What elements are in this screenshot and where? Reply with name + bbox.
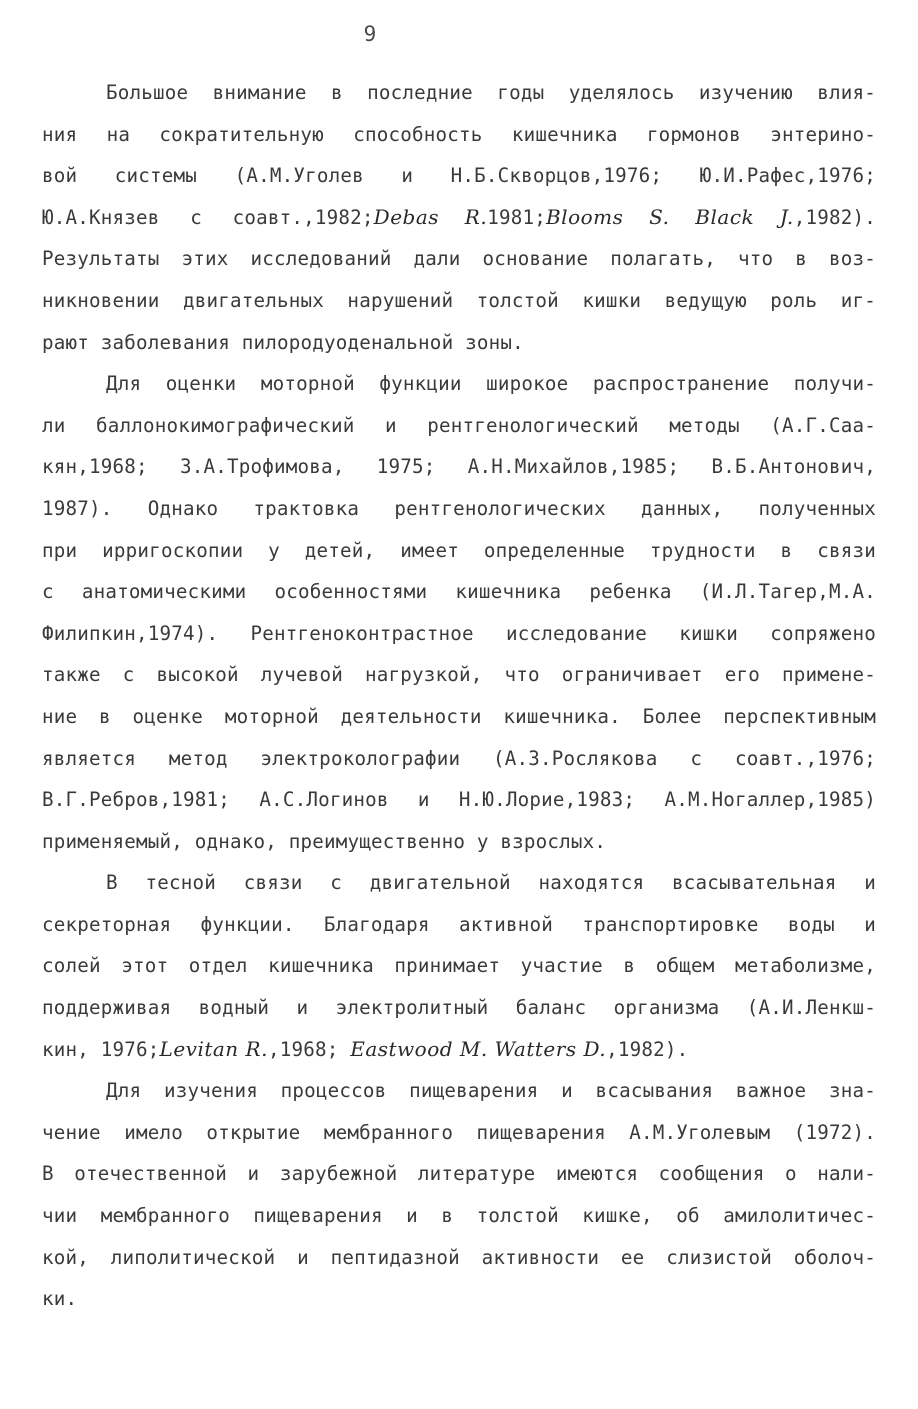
text-line: Результаты этих исследований дали основание полагать, что в воз- — [42, 247, 876, 271]
text-line: В отечественной и зарубежной литературе имеются сообщения о нали- — [42, 1162, 876, 1186]
text-line: при ирригоскопии у детей, имеет определенные трудности в связи — [42, 538, 876, 562]
text-line: применяемый, однако, преимущественно у взрослых. — [42, 829, 607, 853]
text-line: ки. — [42, 1287, 78, 1311]
text-line: с анатомическими особенностями кишечника ребенка (И.Л.Тагер,М.А. — [42, 580, 876, 604]
text-line: Большое внимание в последние годы уделялось изучению влия- — [106, 81, 876, 104]
text-line: кян,1968; З.А.Трофимова, 1975; А.Н.Михайлов,1985; В.Б.Антонович, — [42, 455, 876, 479]
text-segment: кин, 1976; — [42, 1037, 160, 1061]
paragraph — [42, 862, 876, 1070]
handwritten-reference: Eastwood M. Watters D. — [350, 1036, 607, 1061]
text-segment: ,1968; — [267, 1037, 351, 1061]
text-line: является метод электроколографии (А.З.Рослякова с соавт.,1976; — [42, 746, 876, 770]
text-segment: ,1982). — [606, 1037, 689, 1061]
text-line: поддерживая водный и электролитный баланс организма (А.И.Ленкш- — [42, 996, 876, 1020]
text-line: Для изучения процессов пищеварения и всасывания важное зна- — [106, 1079, 876, 1103]
paragraph — [42, 363, 876, 862]
paragraph — [42, 72, 876, 363]
text-line: солей этот отдел кишечника принимает участие в общем метаболизме, — [42, 954, 876, 978]
text-line: никновении двигательных нарушений толстой кишки ведущую роль иг- — [42, 288, 876, 312]
paragraph — [42, 1070, 876, 1320]
text-line — [42, 197, 876, 239]
text-line: кой, липолитической и пептидазной активности ее слизистой оболоч- — [42, 1245, 876, 1269]
text-line: ние в оценке моторной деятельности кишечника. Более перспективным — [42, 704, 876, 728]
handwritten-reference: Blooms S. Black J. — [545, 204, 794, 229]
handwritten-reference: Levitan R. — [159, 1036, 268, 1061]
text-line: чии мембранного пищеварения и в толстой кишке, об амилолитичес- — [42, 1204, 876, 1228]
text-line: ли баллонокимографический и рентгенологический методы (А.Г.Саа- — [42, 413, 876, 437]
text-line: вой системы (А.М.Уголев и Н.Б.Скворцов,1976; Ю.И.Рафес,1976; — [42, 164, 876, 188]
text-line: рают заболевания пилородуоденальной зоны. — [42, 330, 524, 354]
text-line: Филипкин,1974). Рентгеноконтрастное исследование кишки сопряжено — [42, 621, 876, 645]
text-line: секреторная функции. Благодаря активной транспортировке воды и — [42, 912, 876, 936]
text-segment: 1981; — [487, 205, 546, 229]
text-line: В.Г.Ребров,1981; А.С.Логинов и Н.Ю.Лорие,1983; А.М.Ногаллер,1985) — [42, 788, 876, 812]
text-segment: ,1982). — [793, 205, 876, 229]
handwritten-reference: Debas R. — [373, 204, 488, 229]
text-line: чение имело открытие мембранного пищеварения А.М.Уголевым (1972). — [42, 1120, 876, 1144]
text-line: также с высокой лучевой нагрузкой, что ограничивает его примене- — [42, 663, 876, 687]
body-text — [42, 72, 876, 1320]
text-line: 1987). Однако трактовка рентгенологических данных, полученных — [42, 496, 876, 520]
text-line: ния на сократительную способность кишечника гормонов энтерино- — [42, 122, 876, 146]
text-line: В тесной связи с двигательной находятся всасывательная и — [106, 871, 876, 895]
text-line: Для оценки моторной функции широкое распространение получи- — [106, 372, 876, 396]
page-number: 9 — [363, 22, 377, 46]
text-line — [42, 1029, 876, 1071]
text-segment: Ю.А.Князев с соавт.,1982; — [42, 205, 374, 229]
